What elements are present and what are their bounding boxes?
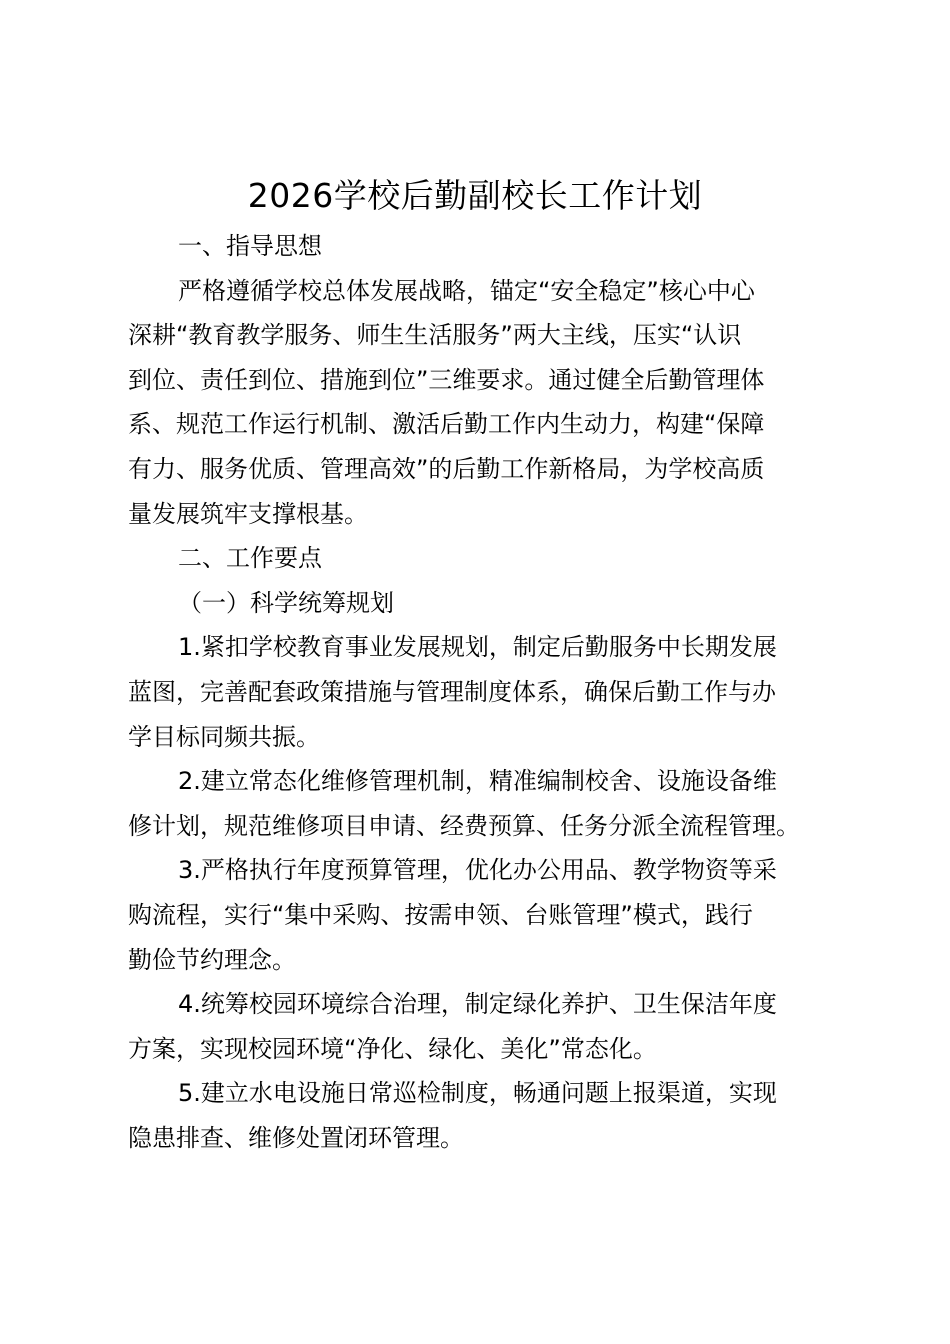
text-line: 2.建立常态化维修管理机制，精准编制校舍、设施设备维	[178, 767, 777, 796]
text-line: 二、工作要点	[178, 544, 322, 573]
text-line: 购流程，实行“集中采购、按需申领、台账管理”模式，践行	[128, 900, 753, 929]
text-line: 到位、责任到位、措施到位”三维要求。通过健全后勤管理体	[128, 365, 765, 394]
text-line: 严格遵循学校总体发展战略，锚定“安全稳定”核心中心	[178, 276, 755, 305]
text-line: 蓝图，完善配套政策措施与管理制度体系，确保后勤工作与办	[128, 677, 776, 706]
text-line: 一、指导思想	[178, 232, 322, 260]
page-title: 2026学校后勤副校长工作计划	[247, 176, 703, 215]
text-line: 系、规范工作运行机制、激活后勤工作内生动力，构建“保障	[128, 410, 765, 439]
text-line: 勤俭节约理念。	[128, 945, 296, 974]
text-line: 学目标同频共振。	[128, 722, 320, 751]
text-line: 1.紧扣学校教育事业发展规划，制定后勤服务中长期发展	[178, 633, 777, 662]
text-line: 修计划，规范维修项目申请、经费预算、任务分派全流程管理。	[128, 811, 800, 840]
text-line: 隐患排查、维修处置闭环管理。	[128, 1123, 464, 1152]
text-line: 3.严格执行年度预算管理，优化办公用品、教学物资等采	[178, 856, 777, 885]
text-line: 5.建立水电设施日常巡检制度，畅通问题上报渠道，实现	[178, 1079, 777, 1108]
document-body	[128, 224, 830, 1160]
text-line: 方案，实现校园环境“净化、绿化、美化”常态化。	[128, 1034, 657, 1063]
text-line: 深耕“教育教学服务、师生生活服务”两大主线，压实“认识	[128, 321, 742, 350]
text-line: 有力、服务优质、管理高效”的后勤工作新格局，为学校高质	[128, 454, 765, 483]
text-line: 量发展筑牢支撑根基。	[128, 499, 368, 528]
text-line: 4.统筹校园环境综合治理，制定绿化养护、卫生保洁年度	[178, 990, 777, 1019]
text-line: （一）科学统筹规划	[178, 588, 394, 617]
